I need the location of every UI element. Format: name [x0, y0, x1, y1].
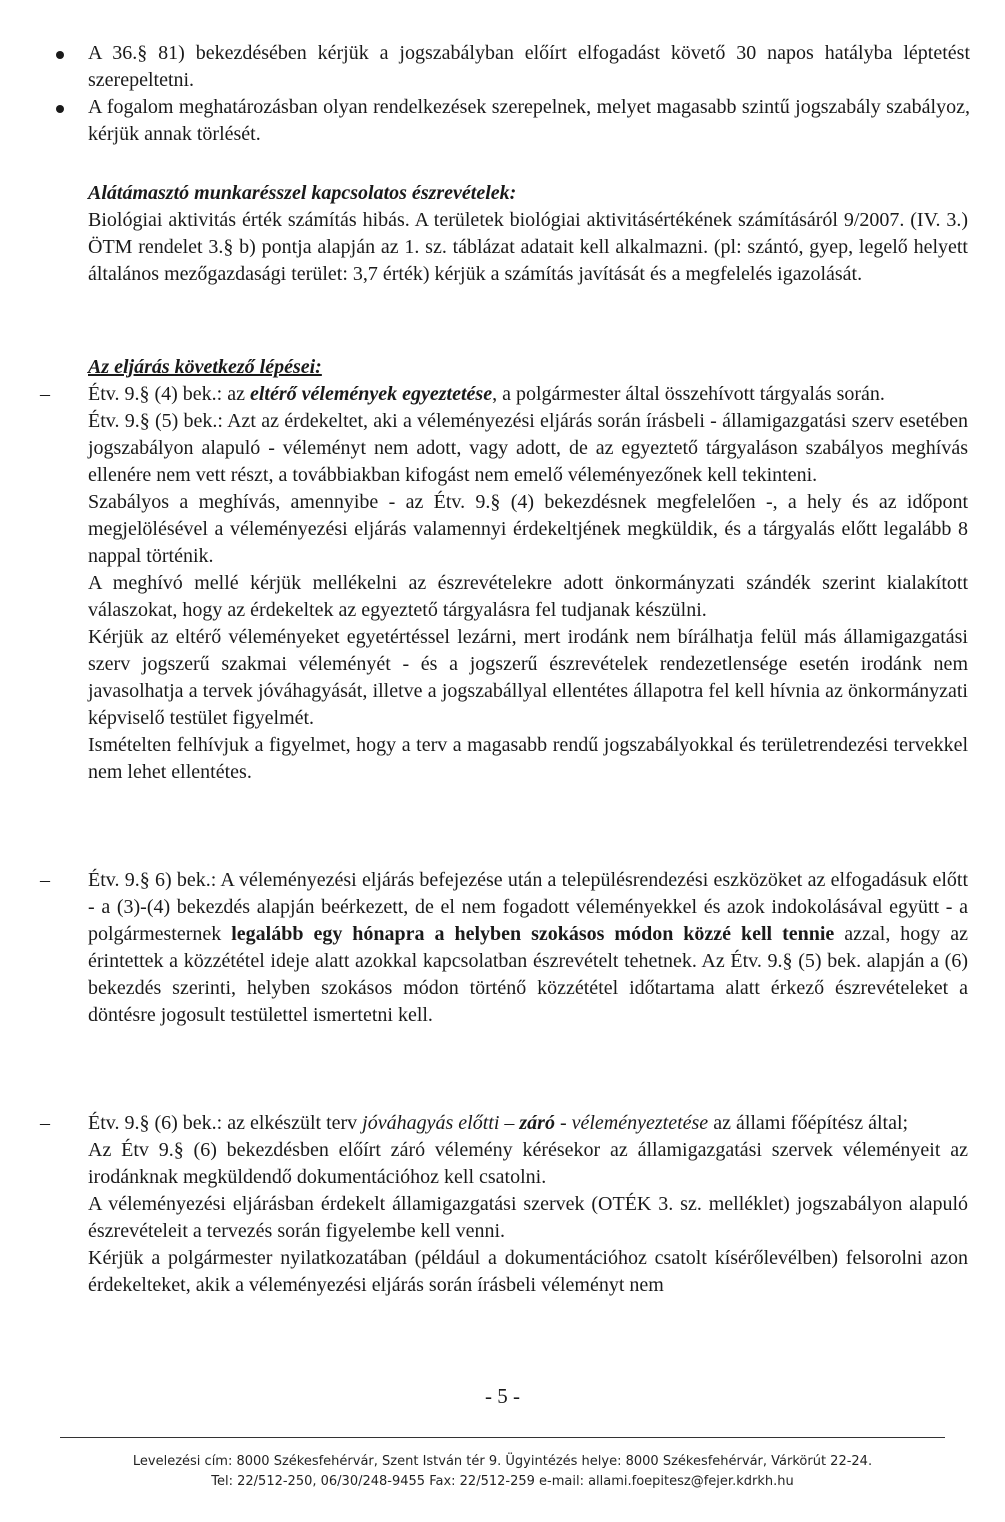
steps-para-5: Kérjük az eltérő véleményeket egyetértéssel lezárni, mert irodánk nem bírálhatja felül más államigazgatási szerv jogszerű szakmai véleményét - és a jogszerű észrevételek rendezetlensége esetén irodánk nem javasolhatja a tervek jóváhagyását, illetve a jogszabállyal ellentétes állapotra fel kell hívnia az önkormányzati képviselő testület figyelmét. [88, 626, 968, 729]
footer-address: Levelezési cím: 8000 Székesfehérvár, Szent István tér 9. Ügyintézés helye: 8000 Székesfehérvár, Várkörút 22-24. [132, 1454, 873, 1469]
bullet-text: A 36.§ 81) bekezdésében kérjük a jogszabályban előírt elfogadást követő 30 napos hatályba léptetést szerepeltetni. [88, 42, 970, 91]
steps-item-3-text [88, 1110, 968, 1137]
item1-suffix: , a polgármester által összehívott tárgyalás során. [492, 383, 885, 405]
item3-em1: jóváhagyás előtti [362, 1112, 500, 1134]
bullet-dot-icon [56, 105, 64, 113]
steps-item-3 [40, 1110, 968, 1299]
footer [60, 1452, 945, 1492]
support-section [88, 180, 968, 288]
steps-heading: Az eljárás következő lépései: [88, 356, 322, 378]
item3-em3: - véleményeztetése [554, 1112, 709, 1134]
item3-suffix: az állami főépítész által; [708, 1112, 909, 1134]
dash-marker: – [40, 869, 50, 891]
item3-em2: záró [519, 1112, 555, 1134]
steps-heading-block [88, 354, 968, 381]
steps-item-2 [40, 867, 968, 1029]
bullet-list [50, 40, 970, 148]
steps-para-2: Étv. 9.§ (5) bek.: Azt az érdekeltet, aki a véleményezési eljárás során írásbeli - államigazgatási szerv esetében jogszabályon alapuló - véleményt nem adott, vagy adott, de az egyeztető tárgyaláson szabályos meghívás ellenére nem vett részt, a továbbiakban kifogást nem emelő véleményezőnek kell tekinteni. [88, 410, 968, 486]
steps-item-1 [40, 381, 968, 786]
support-text: Biológiai aktivitás érték számítás hibás. A területek biológiai aktivitásértékének számításáról 9/2007. (IV. 3.) ÖTM rendelet 3.§ b) pontja alapján az 1. sz. táblázat adatait kell alkalmazni. (pl: szántó, gyep, legelő helyett általános mezőgazdasági terület: 3,7 érték) kérjük a számítás javítását és a megfelelés igazolását. [88, 209, 968, 285]
footer-contact: Tel: 22/512-250, 06/30/248-9455 Fax: 22/512-259 e-mail: allami.foepitesz@fejer.kdrkh.hu [211, 1474, 794, 1489]
bullet-dot-icon [56, 51, 64, 59]
item2-part-a: Étv. 9.§ 6) bek.: A véleményezési eljárás befejezése után a településrendezési eszközöket az elfogadásuk előtt - a (3)-(4) bekezdés alapján beérkezett, de el nem fogadott véleményekkel és azok indokolásával együtt - a polgármesternek [88, 869, 968, 945]
steps-para-8: A véleményezési eljárásban érdekelt államigazgatási szervek (OTÉK 3. sz. melléklet) jogszabályon alapuló észrevételeit a tervezés során figyelembe kell venni. [88, 1193, 968, 1242]
steps-para-7: Az Étv 9.§ (6) bekezdésben előírt záró vélemény kérésekor az államigazgatási szervek véleményeit az irodánknak megküldendő dokumentációhoz kell csatolni. [88, 1139, 968, 1188]
page-number: - 5 - [485, 1384, 520, 1408]
steps-para-9: Kérjük a polgármester nyilatkozatában (például a dokumentációhoz csatolt kísérőlevélben) felsorolni azon érdekelteket, akik a véleményezési eljárás során írásbeli véleményt nem [88, 1247, 968, 1296]
support-heading: Alátámasztó munkarésszel kapcsolatos észrevételek: [88, 182, 517, 204]
steps-para-3: Szabályos a meghívás, amennyibe - az Étv. 9.§ (4) bekezdésnek megfelelően -, a hely és az időpont megjelölésével a véleményezési eljárás valamennyi érdekeltjének megküldik, és a tárgyalás előtt legalább 8 nappal történik. [88, 491, 968, 567]
bullet-text: A fogalom meghatározásban olyan rendelkezések szerepelnek, melyet magasabb szintű jogszabály szabályoz, kérjük annak törlését. [88, 96, 970, 145]
steps-para-4: A meghívó mellé kérjük mellékelni az észrevételekre adott önkormányzati szándék szerint kialakított válaszokat, hogy az érdekeltek az egyeztető tárgyalásra fel tudjanak készülni. [88, 572, 968, 621]
dash-marker: – [40, 383, 50, 405]
item1-prefix: Étv. 9.§ (4) bek.: az [88, 383, 250, 405]
steps-item-2-text [88, 867, 968, 1029]
item3-dash: – [499, 1112, 520, 1134]
steps-item-1-text [88, 381, 968, 408]
item3-prefix: Étv. 9.§ (6) bek.: az elkészült terv [88, 1112, 363, 1134]
item2-part-b: azzal, hogy az érintettek a közzététel ideje alatt azokkal kapcsolatban észrevételt tehetnek. Az Étv. 9.§ (5) bek. alapján a (6) bekezdés szerinti, helyben szokásos módon történő közzététel időtartama alatt érkező észrevételeket a döntésre jogosult testülettel ismertetni kell. [88, 923, 968, 1026]
steps-para-6: Ismételten felhívjuk a figyelmet, hogy a terv a magasabb rendű jogszabályokkal és területrendezési tervekkel nem lehet ellentétes. [88, 734, 968, 783]
dash-marker: – [40, 1112, 50, 1134]
bullet-item [50, 40, 970, 94]
bullet-item [50, 94, 970, 148]
footer-divider [60, 1437, 945, 1438]
item1-emphasis: eltérő vélemények egyeztetése [249, 383, 493, 405]
item2-bold: legalább egy hónapra a helyben szokásos módon közzé kell tennie [231, 923, 835, 945]
